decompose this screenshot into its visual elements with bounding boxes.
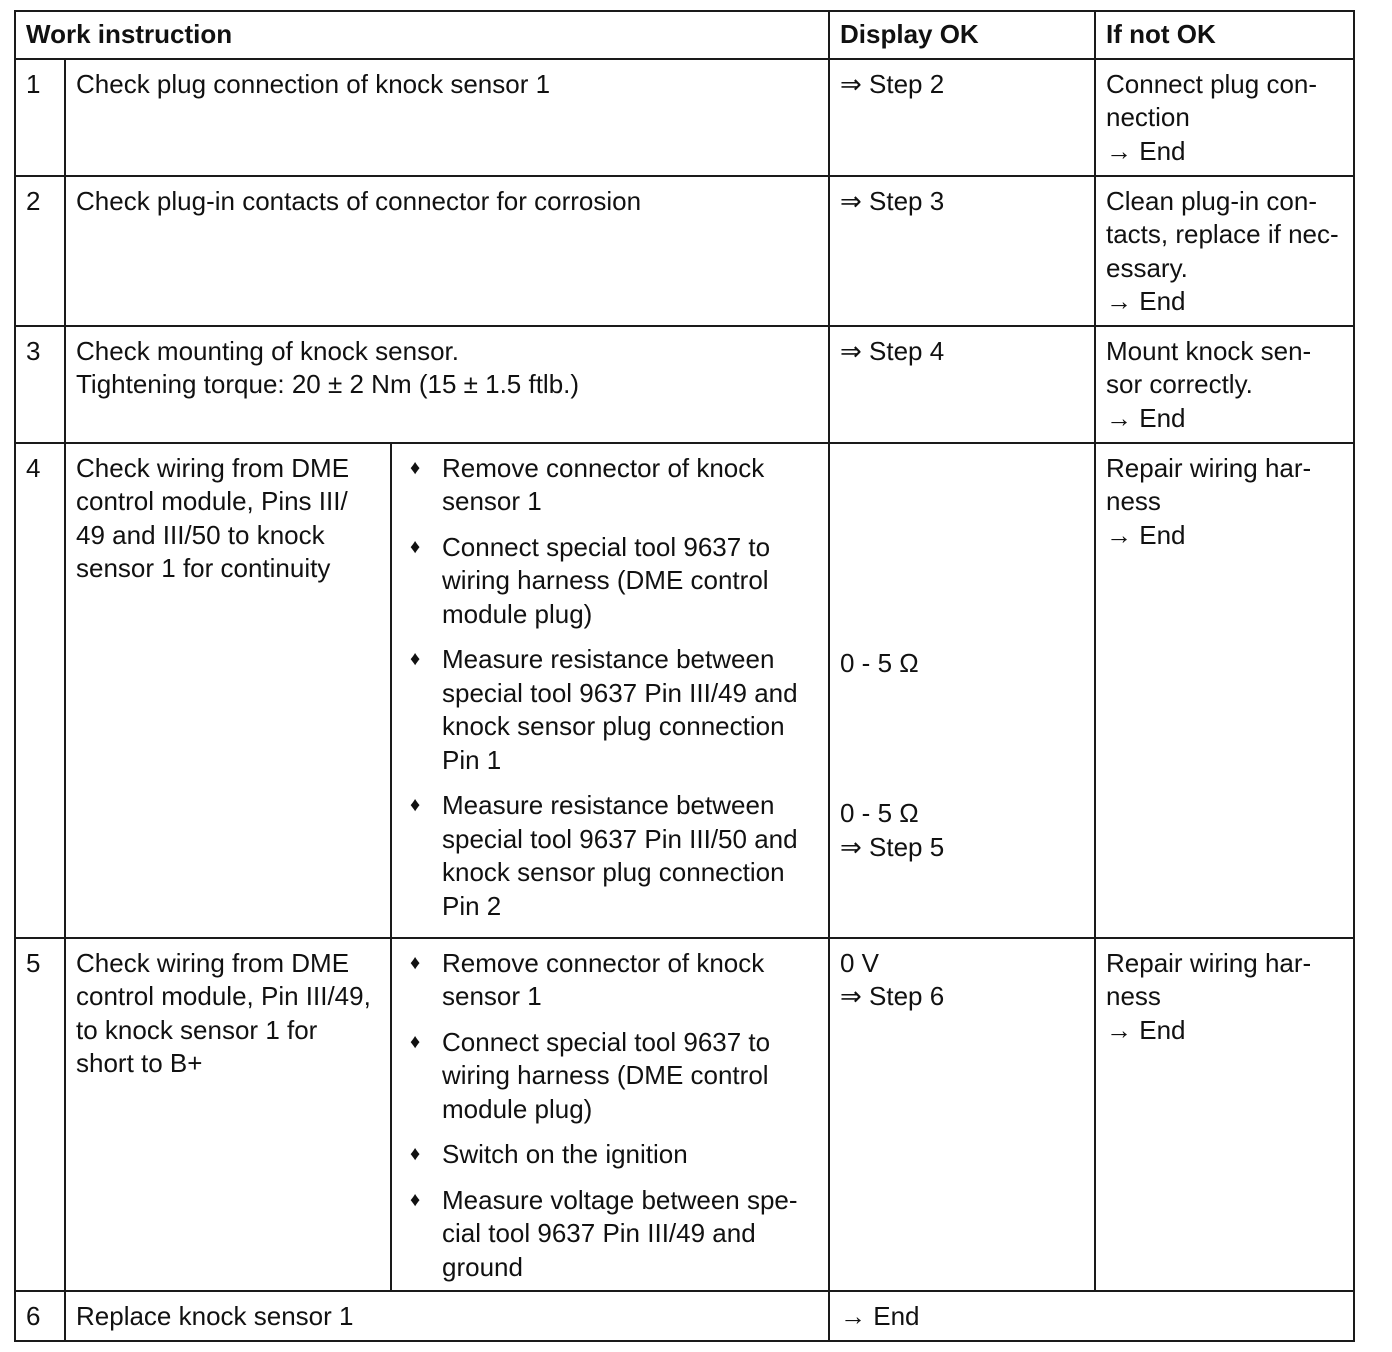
text-line: ness <box>1106 486 1161 516</box>
display-ok-cell: ⇒ Step 4 <box>829 326 1095 443</box>
text-line: tacts, replace if nec- <box>1106 219 1339 249</box>
instruction-cell: Check wiring from DME control module, Pin III/49, to knock sensor 1 for short to B+ <box>65 938 391 1292</box>
step-text: Measure resistance between special tool 9637 Pin III/49 and knock sensor plug connection Pin 1 <box>442 644 798 775</box>
text-line: 0 - 5 Ω <box>840 798 919 828</box>
diamond-bullet-icon: ♦ <box>410 1143 421 1165</box>
list-item <box>402 947 818 1014</box>
header-display-ok: Display OK <box>829 11 1095 59</box>
step-number: 3 <box>15 326 65 443</box>
display-ok-cell <box>829 938 1095 1292</box>
table-row <box>15 938 1354 1292</box>
text-line: ness <box>1106 981 1161 1011</box>
procedure-cell <box>391 443 829 938</box>
text-line: → End <box>1106 519 1186 550</box>
diamond-bullet-icon: ♦ <box>410 794 421 816</box>
list-item <box>402 1138 818 1172</box>
text-line: Connect plug con- <box>1106 68 1318 99</box>
header-if-not-ok: If not OK <box>1095 11 1354 59</box>
diamond-bullet-icon: ♦ <box>410 951 421 974</box>
text-line: sor correctly. <box>1106 369 1253 399</box>
table-row <box>15 176 1354 326</box>
text-line: ⇒ Step 6 <box>840 981 945 1011</box>
spacer <box>840 452 1084 647</box>
diamond-bullet-icon: ♦ <box>410 1188 421 1211</box>
text-line: 0 - 5 Ω <box>840 647 919 678</box>
list-item <box>402 1184 818 1285</box>
if-not-ok-cell <box>1095 176 1354 326</box>
if-not-ok-cell <box>1095 326 1354 443</box>
if-not-ok-cell <box>1095 59 1354 176</box>
work-instruction-table <box>14 10 1355 1342</box>
spacer <box>840 680 1084 797</box>
diamond-bullet-icon: ♦ <box>410 648 421 670</box>
step-text: Connect special tool 9637 to wiring harness (DME control module plug) <box>442 531 771 629</box>
text-line: Mount knock sen- <box>1106 335 1312 366</box>
list-item <box>402 643 818 777</box>
diamond-bullet-icon: ♦ <box>410 1030 421 1053</box>
step-number: 6 <box>15 1291 65 1341</box>
text-line: Repair wiring har- <box>1106 947 1312 978</box>
procedure-cell <box>391 938 829 1292</box>
diamond-bullet-icon: ♦ <box>410 535 421 558</box>
table-row <box>15 326 1354 443</box>
list-item <box>402 452 818 519</box>
step-number: 1 <box>15 59 65 176</box>
table-row <box>15 1291 1354 1341</box>
text-line: ⇒ Step 5 <box>840 831 945 862</box>
list-item <box>402 789 818 923</box>
text-line: → End <box>1106 1014 1186 1045</box>
header-work-instruction: Work instruction <box>15 11 829 59</box>
list-item <box>402 1026 818 1127</box>
diamond-bullet-icon: ♦ <box>410 456 421 479</box>
step-text: Measure resistance between special tool 9637 Pin III/50 and knock sensor plug connection Pin 2 <box>442 790 798 921</box>
procedure-list <box>402 452 818 924</box>
text-line: Repair wiring har- <box>1106 452 1312 483</box>
display-ok-cell: ⇒ Step 3 <box>829 176 1095 326</box>
instruction-cell: Check plug connection of knock sensor 1 <box>65 59 829 176</box>
step-text: Connect special tool 9637 to wiring harness (DME control module plug) <box>442 1026 771 1124</box>
display-ok-cell: ⇒ Step 2 <box>829 59 1095 176</box>
instruction-cell: Replace knock sensor 1 <box>65 1291 829 1341</box>
header-row <box>15 11 1354 59</box>
step-number: 4 <box>15 443 65 938</box>
text-line: 0 V <box>840 947 880 978</box>
step-number: 5 <box>15 938 65 1292</box>
if-not-ok-cell <box>1095 443 1354 938</box>
step-text: Remove connector of knock sensor 1 <box>442 947 765 1011</box>
instruction-cell: Check wiring from DME control module, Pins III/ 49 and III/50 to knock sensor 1 for continuity <box>65 443 391 938</box>
instruction-cell <box>65 326 829 443</box>
text-line: essary. <box>1106 252 1188 283</box>
text-line: Clean plug-in con- <box>1106 185 1318 216</box>
procedure-list <box>402 947 818 1285</box>
text-line: nection <box>1106 102 1190 132</box>
text-line: Check mounting of knock sensor. <box>76 335 459 366</box>
text-line: Tightening torque: 20 ± 2 Nm (15 ± 1.5 ftlb.) <box>76 369 580 399</box>
text-line: → End <box>1106 286 1186 316</box>
instruction-cell: Check plug-in contacts of connector for corrosion <box>65 176 829 326</box>
text-line: → End <box>1106 135 1186 166</box>
step-number: 2 <box>15 176 65 326</box>
step-text: Measure voltage between spe-cial tool 9637 Pin III/49 and ground <box>442 1184 798 1282</box>
list-item <box>402 531 818 632</box>
display-ok-cell: → End <box>829 1291 1354 1341</box>
table-row <box>15 443 1354 938</box>
step-text: Remove connector of knock sensor 1 <box>442 452 765 516</box>
if-not-ok-cell <box>1095 938 1354 1292</box>
table-row <box>15 59 1354 176</box>
step-text: Switch on the ignition <box>442 1139 688 1169</box>
text-line: → End <box>1106 402 1186 433</box>
display-ok-cell <box>829 443 1095 938</box>
